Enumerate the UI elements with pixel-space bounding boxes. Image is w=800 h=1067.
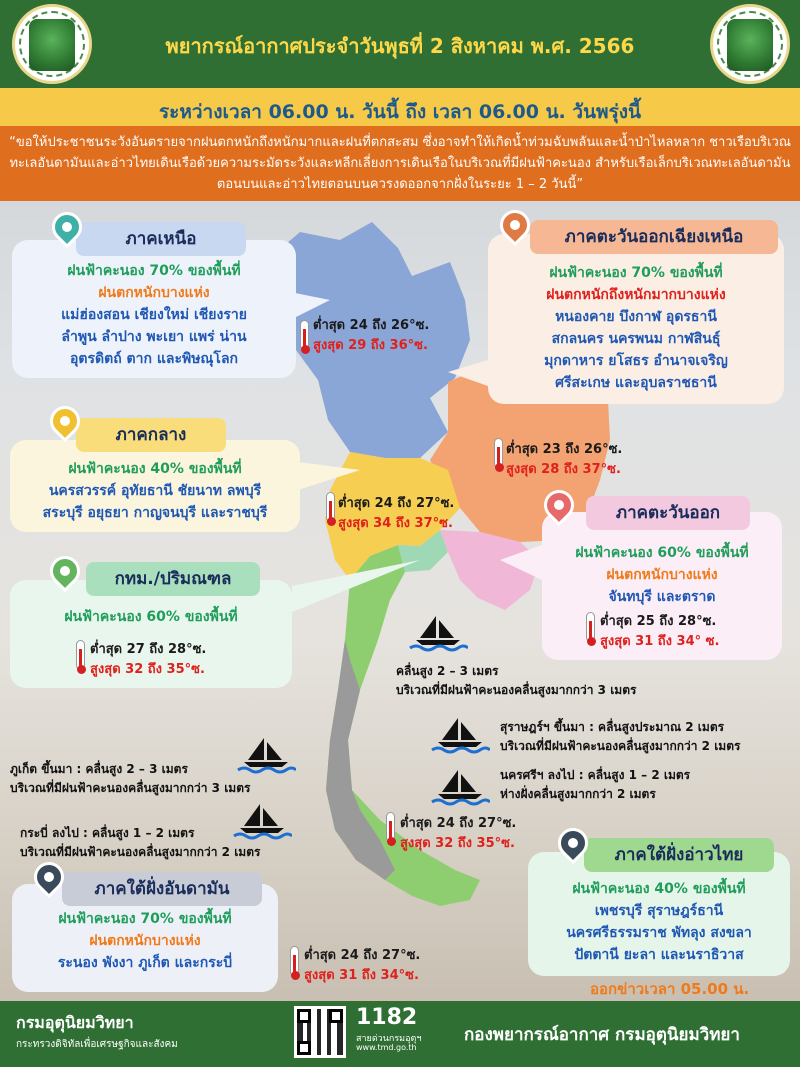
south-gulf-temp-high: สูงสุด 32 ถึง 35°ซ.	[400, 836, 515, 851]
north-areas-3: อุตรดิตถ์ ตาก และพิษณุโลก	[70, 351, 238, 367]
central-areas-2: สระบุรี อยุธยา กาญจนบุรี และราชบุรี	[42, 505, 268, 521]
east-temp-high: สูงสุด 31 ถึง 34° ซ.	[600, 634, 720, 649]
bangkok-temp-high: สูงสุด 32 ถึง 35°ซ.	[90, 662, 205, 677]
sailboat-icon-nakhon	[430, 766, 490, 806]
north-temp-low: ต่ำสุด 24 ถึง 26°ซ.	[313, 318, 430, 333]
wave-krabi-1: กระบี่ ลงไป : คลื่นสูง 1 – 2 เมตร	[20, 826, 195, 840]
tmd-logo	[710, 4, 790, 84]
east-areas-1: จันทบุรี และตราด	[608, 589, 716, 605]
wave-phuket-1: ภูเก็ต ขึ้นมา : คลื่นสูง 2 – 3 เมตร	[10, 762, 188, 776]
wave-nakhon-1: นครศรีฯ ลงไป : คลื่นสูง 1 – 2 เมตร	[500, 768, 691, 782]
northeast-areas-2: สกลนคร นครพนม กาฬสินธุ์	[551, 331, 721, 347]
south-andaman-temps	[304, 946, 420, 986]
sailboat-icon-surat	[430, 714, 490, 754]
bangkok-rain: ฝนฟ้าคะนอง 60% ของพื้นที่	[64, 609, 238, 625]
northeast-temp-high: สูงสุด 28 ถึง 37°ซ.	[506, 462, 621, 477]
ministry-logo	[12, 4, 92, 84]
website-url[interactable]: www.tmd.go.th	[356, 1043, 417, 1052]
north-label: ภาคเหนือ	[76, 222, 246, 256]
south-andaman-rain: ฝนฟ้าคะนอง 70% ของพื้นที่	[58, 911, 232, 927]
central-temps	[338, 494, 454, 534]
issued-time: ออกข่าวเวลา 05.00 น.	[590, 980, 750, 998]
south-andaman-temp-high: สูงสุด 31 ถึง 34°ซ.	[304, 968, 419, 983]
northeast-temp-low: ต่ำสุด 23 ถึง 26°ซ.	[506, 442, 623, 457]
east-label: ภาคตะวันออก	[586, 496, 750, 530]
south-andaman-label: ภาคใต้ฝั่งอันดามัน	[62, 872, 262, 906]
central-callout	[10, 440, 300, 532]
east-temps	[600, 612, 719, 652]
central-label: ภาคกลาง	[76, 418, 226, 452]
forecast-period-bar	[0, 88, 800, 126]
warning-text: “ขอให้ประชาชนระวังอันตรายจากฝนตกหนักถึงหนักมากและฝนที่ตกสะสม ซึ่งอาจทำให้เกิดน้ำท่วมฉับพลันและน้ำป่าไหลหลาก ชาวเรือบริเวณทะเลอันดามันและอ่าวไทยเดินเรือด้วยความระมัดระวังและหลีกเลี่ยงการเดินเรือในบริเวณที่มีฝนฟ้าคะนอง สำหรับเรือเล็กบริเวณทะเลอันดามันตอนบนและอ่าวไทยตอนบนควรงดออกจากฝั่งในระยะ 1 – 2 วันนี้”	[9, 135, 791, 192]
central-thermometer-icon	[326, 492, 335, 522]
header-bar	[0, 0, 800, 88]
central-temp-high: สูงสุด 34 ถึง 37°ซ.	[338, 516, 453, 531]
south-andaman-temp-low: ต่ำสุด 24 ถึง 27°ซ.	[304, 948, 421, 963]
northeast-heavy: ฝนตกหนักถึงหนักมากบางแห่ง	[546, 287, 726, 303]
north-callout	[12, 240, 296, 378]
bangkok-label: กทม./ปริมณฑล	[86, 562, 260, 596]
north-areas-1: แม่ฮ่องสอน เชียงใหม่ เชียงราย	[61, 307, 247, 323]
south-andaman-thermometer-icon	[290, 946, 299, 976]
east-temp-low: ต่ำสุด 25 ถึง 28°ซ.	[600, 614, 717, 629]
bangkok-temps	[90, 640, 206, 680]
footer-ministry: กระทรวงดิจิทัลเพื่อเศรษฐกิจและสังคม	[16, 1039, 178, 1050]
page-title: พยากรณ์อากาศประจำวันพุธที่ 2 สิงหาคม พ.ศ. 2566	[165, 34, 635, 58]
wave-nakhon-2: ห่างฝั่งคลื่นสูงมากกว่า 2 เมตร	[500, 787, 656, 801]
north-temps	[313, 316, 429, 356]
northeast-areas-4: ศรีสะเกษ และอุบลราชธานี	[555, 375, 717, 391]
wave-upper-gulf-2: บริเวณที่มีฝนฟ้าคะนองคลื่นสูงมากกว่า 3 เมตร	[396, 683, 637, 697]
northeast-thermometer-icon	[494, 438, 503, 468]
wave-surat	[500, 718, 740, 756]
south-gulf-temps	[400, 814, 516, 854]
hotline-label: สายด่วนกรมอุตุฯ	[356, 1034, 422, 1044]
wave-krabi	[20, 824, 260, 862]
east-rain: ฝนฟ้าคะนอง 60% ของพื้นที่	[575, 545, 749, 561]
footer-bar	[0, 1001, 800, 1067]
northeast-areas-1: หนองคาย บึงกาฬ อุดรธานี	[555, 309, 717, 325]
bangkok-thermometer-icon	[76, 640, 85, 670]
sailboat-icon-upper-gulf	[408, 612, 468, 652]
south-gulf-label: ภาคใต้ฝั่งอ่าวไทย	[584, 838, 774, 872]
wave-krabi-2: บริเวณที่มีฝนฟ้าคะนองคลื่นสูงมากกว่า 2 เมตร	[20, 845, 261, 859]
wave-phuket-2: บริเวณที่มีฝนฟ้าคะนองคลื่นสูงมากกว่า 3 เมตร	[10, 781, 251, 795]
central-temp-low: ต่ำสุด 24 ถึง 27°ซ.	[338, 496, 455, 511]
south-gulf-areas-1: เพชรบุรี สุราษฎร์ธานี	[594, 903, 724, 919]
wave-surat-2: บริเวณที่มีฝนฟ้าคะนองคลื่นสูงมากกว่า 2 เมตร	[500, 739, 741, 753]
north-rain: ฝนฟ้าคะนอง 70% ของพื้นที่	[67, 263, 241, 279]
northeast-temps	[506, 440, 622, 480]
wave-surat-1: สุราษฎร์ฯ ขึ้นมา : คลื่นสูงประมาณ 2 เมตร	[500, 720, 725, 734]
northeast-label: ภาคตะวันออกเฉียงเหนือ	[530, 220, 778, 254]
footer-division: กองพยากรณ์อากาศ กรมอุตุนิยมวิทยา	[464, 1025, 740, 1045]
north-heavy: ฝนตกหนักบางแห่ง	[98, 285, 210, 301]
footer-org: กรมอุตุนิยมวิทยา	[16, 1013, 134, 1032]
south-gulf-rain: ฝนฟ้าคะนอง 40% ของพื้นที่	[572, 881, 746, 897]
northeast-rain: ฝนฟ้าคะนอง 70% ของพื้นที่	[549, 265, 723, 281]
bangkok-temp-low: ต่ำสุด 27 ถึง 28°ซ.	[90, 642, 207, 657]
wave-nakhon	[500, 766, 690, 804]
central-rain: ฝนฟ้าคะนอง 40% ของพื้นที่	[68, 461, 242, 477]
east-thermometer-icon	[586, 612, 595, 642]
warning-banner	[0, 126, 800, 201]
hotline-number: 1182	[356, 1005, 418, 1030]
northeast-callout	[488, 234, 784, 404]
wave-phuket	[10, 760, 250, 798]
northeast-areas-3: มุกดาหาร ยโสธร อำนาจเจริญ	[544, 353, 728, 369]
wave-upper-gulf	[396, 662, 636, 700]
south-gulf-areas-3: ปัตตานี ยะลา และนราธิวาส	[574, 947, 744, 963]
north-thermometer-icon	[300, 320, 309, 350]
south-andaman-heavy: ฝนตกหนักบางแห่ง	[89, 933, 201, 949]
forecast-period: ระหว่างเวลา 06.00 น. วันนี้ ถึง เวลา 06.00 น. วันพรุ่งนี้	[158, 101, 642, 123]
qr-code-icon[interactable]	[294, 1006, 346, 1058]
north-temp-high: สูงสุด 29 ถึง 36°ซ.	[313, 338, 428, 353]
north-areas-2: ลำพูน ลำปาง พะเยา แพร่ น่าน	[61, 329, 247, 345]
central-areas-1: นครสวรรค์ อุทัยธานี ชัยนาท ลพบุรี	[48, 483, 262, 499]
south-gulf-areas-2: นครศรีธรรมราช พัทลุง สงขลา	[566, 925, 752, 941]
south-andaman-areas-1: ระนอง พังงา ภูเก็ต และกระบี่	[57, 955, 233, 971]
south-gulf-thermometer-icon	[386, 812, 395, 842]
east-heavy: ฝนตกหนักบางแห่ง	[606, 567, 718, 583]
south-gulf-temp-low: ต่ำสุด 24 ถึง 27°ซ.	[400, 816, 517, 831]
wave-upper-gulf-1: คลื่นสูง 2 – 3 เมตร	[396, 664, 499, 678]
